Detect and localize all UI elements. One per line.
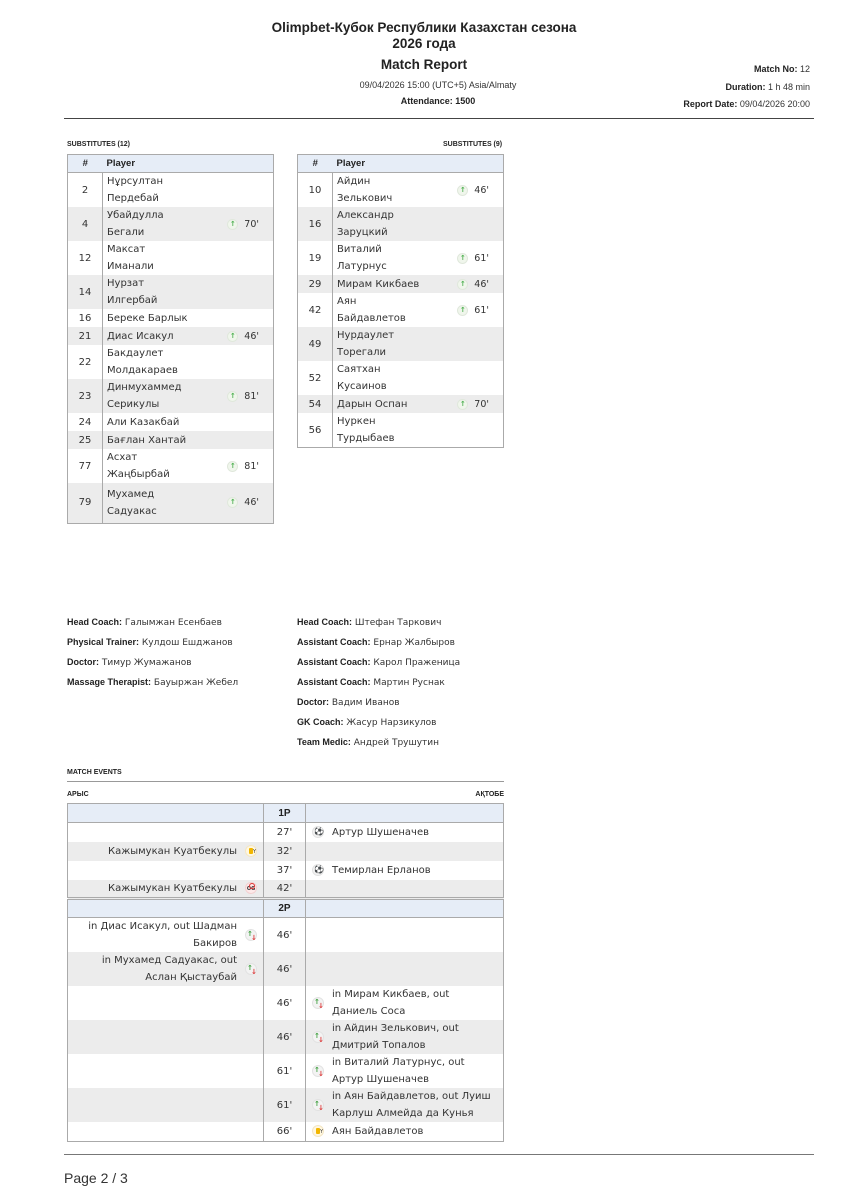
yellow-card-icon — [312, 1125, 324, 1137]
event-minute: 46' — [264, 918, 306, 953]
table-row — [68, 483, 274, 523]
report-title — [0, 20, 848, 52]
player-last-name: Кусаинов — [337, 381, 387, 392]
sub-in-cell — [223, 241, 273, 275]
home-event — [88, 880, 257, 897]
event-row — [68, 986, 504, 1020]
player-number: 14 — [68, 275, 103, 309]
sub-in-minute: 81' — [244, 460, 259, 472]
player-last-name: Латурнус — [337, 261, 387, 272]
player-number: 25 — [68, 431, 103, 449]
match-number — [754, 64, 810, 74]
player-last-name: Заруцкий — [337, 227, 388, 238]
player-name: Али Казакбай — [107, 416, 180, 428]
player-name — [103, 345, 224, 379]
event-row — [68, 1088, 504, 1122]
sub-in-minute: 70' — [474, 398, 489, 410]
player-name — [333, 293, 454, 327]
match-events-table — [67, 803, 504, 1142]
table-row — [298, 395, 504, 413]
player-number: 12 — [68, 241, 103, 275]
away-event-cell — [306, 1088, 504, 1122]
staff-member — [297, 637, 455, 648]
table-row — [68, 241, 274, 275]
staff-role: Doctor: — [297, 697, 329, 707]
player-name — [333, 241, 454, 275]
player-number: 21 — [68, 327, 103, 345]
home-event-text: in Диас Исакул, out Шадман Бакиров — [88, 921, 237, 949]
table-row — [298, 327, 504, 361]
staff-member — [67, 657, 192, 668]
player-name — [103, 173, 224, 208]
period-header-row — [68, 804, 504, 823]
table-row — [68, 431, 274, 449]
substitution-icon — [245, 929, 257, 941]
player-first-name: Виталий — [337, 244, 382, 255]
away-event-cell — [306, 1122, 504, 1141]
player-name — [333, 207, 454, 241]
away-event-cell — [306, 952, 504, 986]
sub-in-minute: 46' — [474, 184, 489, 196]
player-first-name: Асхат — [107, 452, 138, 463]
player-number: 4 — [68, 207, 103, 241]
away-event-cell — [306, 918, 504, 953]
staff-role: Physical Trainer: — [67, 637, 140, 647]
away-event — [312, 1123, 497, 1140]
away-event-cell — [306, 1054, 504, 1088]
match-events-label: MATCH EVENTS — [67, 769, 122, 776]
player-last-name: Серикулы — [107, 399, 160, 410]
match-number-label: Match No: — [753, 64, 798, 74]
event-minute: 46' — [264, 1020, 306, 1054]
away-event-text: in Мирам Кикбаев, out Даниель Соса — [332, 989, 450, 1017]
substitution-icon — [312, 1031, 324, 1043]
player-name — [333, 173, 454, 208]
events-divider — [67, 781, 504, 782]
substitution-icon — [312, 1065, 324, 1077]
player-first-name: Максат — [107, 244, 146, 255]
home-event-cell — [68, 952, 264, 986]
away-event-text: in Аян Байдавлетов, out Луиш Карлуш Алмейда да Кунья — [332, 1091, 491, 1119]
player-name — [103, 207, 224, 241]
home-event-cell — [68, 823, 264, 842]
col-player: Player — [333, 155, 504, 173]
footer-divider — [64, 1154, 814, 1155]
player-last-name: Садуакас — [107, 505, 157, 517]
sub-in-cell — [223, 173, 273, 208]
sub-in-icon: ↑ — [227, 219, 238, 230]
staff-role: Assistant Coach: — [297, 677, 371, 687]
table-row — [68, 309, 274, 327]
player-first-name: Бакдаулет — [107, 348, 164, 359]
sub-in-cell — [453, 241, 503, 275]
period-away-cell — [306, 804, 504, 823]
staff-name: Галымжан Есенбаев — [124, 618, 222, 628]
sub-in-icon: ↑ — [457, 253, 468, 264]
substitution-icon — [312, 1099, 324, 1111]
match-datetime: 09/04/2026 15:00 (UTC+5) Asia/Almaty — [359, 80, 517, 90]
sub-in-cell — [453, 173, 503, 208]
away-event-cell — [306, 1020, 504, 1054]
player-last-name: Турдыбаев — [337, 433, 395, 444]
duration — [725, 82, 810, 92]
sub-in-cell — [223, 483, 273, 523]
player-first-name: Динмухаммед — [107, 382, 182, 393]
away-event — [312, 986, 497, 1020]
sub-in-minute: 61' — [474, 304, 489, 316]
sub-in-icon: ↑ — [227, 497, 238, 508]
home-event-cell — [68, 861, 264, 880]
player-name — [103, 379, 224, 413]
player-first-name: Мухамед — [107, 488, 155, 500]
player-name: Береке Барлык — [107, 312, 188, 324]
sub-in-icon: ↑ — [457, 399, 468, 410]
away-event-cell — [306, 861, 504, 880]
sub-in-minute: 46' — [474, 278, 489, 290]
staff-role: Assistant Coach: — [297, 657, 371, 667]
player-number: 16 — [298, 207, 333, 241]
sub-in-icon: ↑ — [457, 279, 468, 290]
player-first-name: Нурдаулет — [337, 330, 395, 341]
sub-in-icon: ↑ — [227, 461, 238, 472]
sub-in-minute: 46' — [244, 497, 259, 509]
player-number: 22 — [68, 345, 103, 379]
player-last-name: Зелькович — [337, 193, 393, 204]
sub-in-cell — [453, 327, 503, 361]
away-event-text: in Виталий Латурнус, out Артур Шушеначев — [332, 1057, 465, 1085]
table-row — [68, 327, 274, 345]
home-event-cell — [68, 1054, 264, 1088]
table-row — [298, 361, 504, 395]
sub-in-cell — [223, 275, 273, 309]
header-divider — [64, 118, 814, 119]
sub-in-cell — [223, 449, 273, 483]
event-minute: 46' — [264, 952, 306, 986]
staff-member — [297, 617, 441, 628]
away-subs-table — [297, 154, 504, 448]
player-name — [333, 413, 454, 448]
event-minute: 37' — [264, 861, 306, 880]
away-subs-label: SUBSTITUTES (9) — [443, 141, 503, 148]
away-event-text: in Айдин Зелькович, out Дмитрий Топалов — [332, 1023, 459, 1051]
table-row — [298, 207, 504, 241]
home-event-cell — [68, 1020, 264, 1054]
player-number: 79 — [68, 483, 103, 523]
staff-name: Штефан Таркович — [354, 618, 442, 628]
away-event — [312, 824, 497, 841]
period-label: 1P — [264, 804, 306, 823]
event-minute: 42' — [264, 880, 306, 899]
event-minute: 32' — [264, 842, 306, 861]
sub-in-icon: ↑ — [457, 185, 468, 196]
staff-member — [297, 717, 436, 728]
sub-in-cell — [453, 275, 503, 293]
sub-in-minute: 81' — [244, 390, 259, 402]
sub-in-cell — [453, 413, 503, 448]
home-team-name: АРЫС — [67, 791, 89, 798]
table-row — [68, 275, 274, 309]
home-event-text: in Мухамед Садуакас, out Аслан Қыстаубай — [101, 955, 237, 983]
player-first-name: Александр — [337, 210, 394, 221]
player-name — [103, 483, 224, 523]
away-team-name: АҚТОБЕ — [475, 791, 504, 798]
period-header-row — [68, 899, 504, 918]
player-number: 56 — [298, 413, 333, 448]
sub-in-minute: 61' — [474, 252, 489, 264]
player-number: 52 — [298, 361, 333, 395]
duration-value: 1 h 48 min — [767, 82, 810, 92]
period-home-cell — [68, 804, 264, 823]
sub-in-icon: ↑ — [457, 305, 468, 316]
staff-name: Вадим Иванов — [331, 698, 400, 708]
table-row — [298, 275, 504, 293]
away-event-cell — [306, 880, 504, 899]
duration-label: Duration: — [725, 82, 766, 92]
player-name: Бағлан Хантай — [103, 431, 224, 449]
event-row — [68, 1054, 504, 1088]
sub-in-icon: ↑ — [227, 391, 238, 402]
period-label: 2P — [264, 899, 306, 918]
home-event-cell — [68, 1122, 264, 1141]
report-subtitle: Match Report — [380, 57, 468, 72]
away-event-cell — [306, 823, 504, 842]
event-minute: 61' — [264, 1054, 306, 1088]
player-number: 10 — [298, 173, 333, 208]
player-name: Диас Исакул — [103, 327, 224, 345]
event-row — [68, 1122, 504, 1141]
event-minute: 46' — [264, 986, 306, 1020]
player-first-name: Аян — [337, 296, 357, 307]
table-row — [298, 413, 504, 448]
home-event — [88, 918, 257, 952]
player-first-name: Нұрсултан — [107, 176, 164, 187]
player-last-name: Илгербай — [107, 295, 158, 306]
player-name — [103, 241, 224, 275]
table-header-row — [298, 155, 504, 173]
sub-in-cell — [453, 207, 503, 241]
table-row — [298, 241, 504, 275]
staff-member — [67, 617, 222, 628]
staff-name: Мартин Руснак — [373, 678, 445, 688]
sub-in-cell — [453, 361, 503, 395]
player-name: Дарын Оспан — [333, 395, 454, 413]
staff-role: GK Coach: — [297, 717, 344, 727]
player-name — [333, 327, 454, 361]
table-row — [68, 173, 274, 208]
table-row — [68, 345, 274, 379]
away-event-text: Аян Байдавлетов — [332, 1125, 424, 1137]
away-event-text: Темирлан Ерланов — [332, 864, 431, 876]
player-number: 2 — [68, 173, 103, 208]
home-subs-label: SUBSTITUTES (12) — [67, 141, 131, 148]
staff-name: Карол Праженица — [373, 658, 461, 668]
event-row — [68, 952, 504, 986]
player-number: 24 — [68, 413, 103, 431]
event-minute: 61' — [264, 1088, 306, 1122]
substitution-icon — [312, 997, 324, 1009]
player-last-name: Байдавлетов — [337, 313, 406, 324]
sub-in-cell — [453, 293, 503, 327]
player-first-name: Айдин — [337, 176, 371, 187]
staff-role: Doctor: — [67, 657, 99, 667]
player-name — [333, 361, 454, 395]
period-away-cell — [306, 899, 504, 918]
home-event-cell — [68, 842, 264, 861]
player-number: 42 — [298, 293, 333, 327]
player-last-name: Торегали — [337, 347, 386, 358]
player-number: 16 — [68, 309, 103, 327]
event-row — [68, 918, 504, 953]
table-row — [298, 173, 504, 208]
match-number-value: 12 — [799, 64, 810, 74]
staff-name: Ернар Жалбыров — [373, 638, 455, 648]
player-name — [103, 275, 224, 309]
home-event-text: Кажымукан Куатбекулы — [107, 882, 237, 894]
event-minute: 66' — [264, 1122, 306, 1141]
home-event-text: Кажымукан Куатбекулы — [107, 845, 237, 857]
attendance-value: 1500 — [455, 96, 476, 106]
sub-in-cell — [223, 327, 273, 345]
player-name — [103, 449, 224, 483]
staff-member — [297, 697, 400, 708]
table-row — [68, 379, 274, 413]
player-first-name: Саятхан — [337, 364, 381, 375]
player-first-name: Нуркен — [337, 416, 376, 427]
table-row — [68, 413, 274, 431]
away-event — [312, 1054, 497, 1088]
event-row — [68, 823, 504, 842]
event-row — [68, 861, 504, 880]
player-last-name: Пердебай — [107, 193, 159, 204]
yellow-card-icon — [245, 845, 257, 857]
sub-in-cell — [223, 431, 273, 449]
own-goal-icon — [245, 882, 257, 894]
table-row — [68, 449, 274, 483]
staff-name: Кулдош Ешджанов — [141, 638, 233, 648]
sub-in-cell — [223, 379, 273, 413]
staff-member — [67, 677, 238, 688]
home-subs-table — [67, 154, 274, 524]
table-row — [68, 207, 274, 241]
goal-icon — [312, 864, 324, 876]
player-number: 19 — [298, 241, 333, 275]
event-row — [68, 842, 504, 861]
attendance-label: Attendance: — [400, 96, 453, 106]
home-event-cell — [68, 880, 264, 899]
col-number: # — [298, 155, 333, 173]
player-first-name: Убайдулла — [107, 210, 164, 221]
staff-member — [297, 737, 439, 748]
sub-in-cell — [223, 309, 273, 327]
staff-name: Тимур Жумажанов — [101, 658, 192, 668]
player-name: Мирам Кикбаев — [333, 275, 454, 293]
home-event — [88, 952, 257, 986]
sub-in-icon: ↑ — [227, 331, 238, 342]
sub-in-cell — [223, 413, 273, 431]
home-event-cell — [68, 918, 264, 953]
staff-member — [67, 637, 233, 648]
away-event — [312, 862, 497, 879]
sub-in-cell — [223, 207, 273, 241]
table-header-row — [68, 155, 274, 173]
home-event-cell — [68, 986, 264, 1020]
away-event-text: Артур Шушеначев — [332, 826, 429, 838]
player-number: 29 — [298, 275, 333, 293]
page-number: Page 2 / 3 — [64, 1170, 128, 1186]
player-first-name: Нурзат — [107, 278, 145, 289]
staff-role: Assistant Coach: — [297, 637, 371, 647]
report-date — [683, 99, 810, 109]
home-event-cell — [68, 1088, 264, 1122]
event-row — [68, 1020, 504, 1054]
col-player: Player — [103, 155, 274, 173]
report-date-label: Report Date: — [683, 99, 738, 109]
home-event — [88, 843, 257, 860]
sub-in-cell — [453, 395, 503, 413]
substitution-icon — [245, 963, 257, 975]
player-last-name: Иманали — [107, 261, 154, 272]
player-last-name: Бегали — [107, 227, 145, 238]
away-event — [312, 1088, 497, 1122]
event-row — [68, 880, 504, 899]
table-row — [298, 293, 504, 327]
away-event-cell — [306, 986, 504, 1020]
title-line-2: 2026 года — [392, 36, 456, 51]
away-event-cell — [306, 842, 504, 861]
sub-in-minute: 70' — [244, 218, 259, 230]
staff-member — [297, 657, 460, 668]
player-number: 49 — [298, 327, 333, 361]
player-number: 23 — [68, 379, 103, 413]
staff-role: Massage Therapist: — [67, 677, 152, 687]
period-home-cell — [68, 899, 264, 918]
staff-name: Андрей Трушутин — [353, 738, 440, 748]
staff-role: Team Medic: — [297, 737, 351, 747]
staff-role: Head Coach: — [297, 617, 353, 627]
player-last-name: Жаңбырбай — [107, 469, 170, 480]
goal-icon — [312, 826, 324, 838]
report-date-value: 09/04/2026 20:00 — [739, 99, 810, 109]
event-minute: 27' — [264, 823, 306, 842]
staff-member — [297, 677, 445, 688]
sub-in-cell — [223, 345, 273, 379]
col-number: # — [68, 155, 103, 173]
staff-role: Head Coach: — [67, 617, 123, 627]
player-number: 54 — [298, 395, 333, 413]
player-number: 77 — [68, 449, 103, 483]
title-line-1: Olimpbet-Кубок Республики Казахстан сезона — [271, 20, 577, 35]
player-last-name: Молдакараев — [107, 365, 178, 376]
staff-name: Жасур Нарзикулов — [346, 718, 437, 728]
away-event — [312, 1020, 497, 1054]
sub-in-minute: 46' — [244, 330, 259, 342]
staff-name: Бауыржан Жебел — [153, 678, 239, 688]
